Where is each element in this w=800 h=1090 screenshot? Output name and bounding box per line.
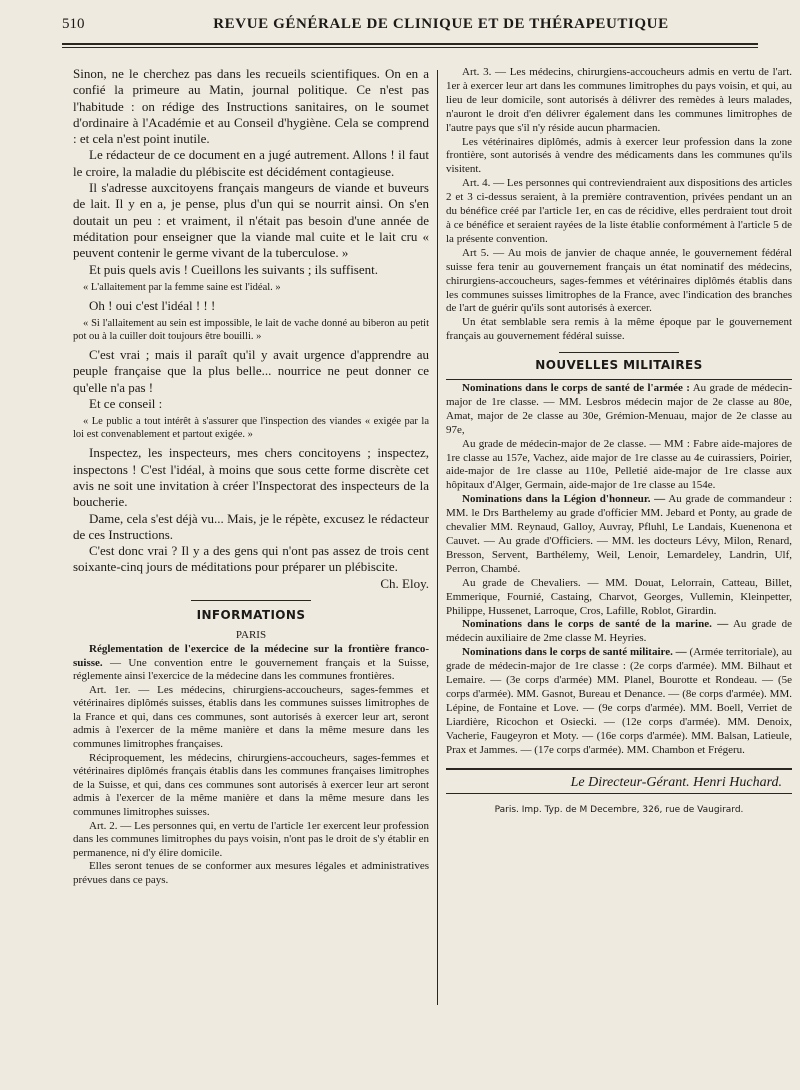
- subheading-paris: PARIS: [235, 629, 267, 642]
- nomination-navy: [446, 618, 792, 646]
- article-2: Art. 2. — Les personnes qui, en vertu de l'article 1er exercent leur profession dans les communes limitrophes du pays voisin, n'ont pas le droit de s'y établir en permanence, ni d'y élire domicile.: [73, 819, 429, 859]
- page-header: [62, 16, 758, 42]
- left-column: [73, 66, 429, 888]
- article-text: — Une convention entre le gouvernement français et la Suisse, réglemente ainsi l'exercice de la médecine dans les communes frontières.: [73, 656, 429, 683]
- printer-imprint: Paris. Imp. Typ. de M Decembre, 326, rue de Vaugirard.: [494, 805, 744, 816]
- page-number: 510: [62, 16, 85, 32]
- quotation: « L'allaitement par la femme saine est l'idéal. »: [83, 281, 281, 293]
- paragraph: Dame, cela s'est déjà vu... Mais, je le répète, excusez le rédacteur de ces Instructions.: [73, 510, 429, 542]
- section-divider: [559, 352, 679, 353]
- nomination-title: Nominations dans la Légion d'honneur. —: [462, 493, 666, 506]
- paragraph: Le rédacteur de ce document en a jugé autrement. Allons ! il faut le croire, la maladie du plébiscite est décidément contagieuse.: [73, 147, 429, 179]
- nomination-title: Nominations dans le corps de santé militaire. —: [462, 646, 687, 659]
- nomination-text: Au grade de commandeur : MM. le Drs Barthelemy au grade d'officier MM. Jebard et Ponty, au grade de chevalier MM. Reynaud, Galloy, Auvray, Pfluhl, Le Landais, Kuenenona et Cauvet. — Au grade d'Officiers. — MM. les docteurs Lévy, Milon, Renard, Bresson, Servent, Barthélemy, Weil, Lenoir, Lemardeley, Landrin, Ulf, Perron, Chambé.: [446, 493, 792, 575]
- paragraph: Sinon, ne le cherchez pas dans les recueils scientifiques. On en a confié la primeure au Matin, journal politique. Ce n'est pas l'habitude : on rédige des Instructions sanitaires, on le soumet d'ordinaire à l'Académie et au Conseil d'hygiène. Cela se comprend : et cela n'est point inutile.: [73, 66, 429, 147]
- article-1: Art. 1er. — Les médecins, chirurgiens-accoucheurs, sages-femmes et vétérinaires diplômés suisses, établis dans les communes suisses limitrophes de la France et qui, dans ces communes, sont autorisés à exercer leur art, seront admis à l'exercer de la même manière et dans la même mesure dans les communes limitrophes françaises.: [73, 683, 429, 751]
- nomination-army-2: Au grade de médecin-major de 2e classe. — MM : Fabre aide-majores de 1re classe au 157e, Vachez, aide major de 1re classe au 4e cuirassiers, Poirier, aide-major de 1re classe au 110e, Pelletié aide-major de 1re classe aux hôpitaux d'Alger, Germain, aide-major de 1re classe au 154e.: [446, 437, 792, 492]
- right-column: [446, 66, 792, 818]
- article-regulation: [73, 643, 429, 684]
- section-heading-informations: INFORMATIONS: [196, 608, 306, 623]
- article-title: Réglementation de l'exercice de la médecine sur la frontière franco-suisse.: [73, 642, 429, 669]
- header-rule-thin: [62, 47, 758, 48]
- paragraph: Inspectez, les inspecteurs, mes chers concitoyens ; inspectez, inspectons ! C'est l'idéal, à moins que sous cette forme discrète cet avis ne soit une invitation à créer l'Inspectorat des inspecteurs de la boucherie.: [73, 445, 429, 510]
- nomination-army: [446, 382, 792, 438]
- paragraph: C'est vrai ; mais il paraît qu'il y avait urgence d'apprendre au peuple française que la plus belle... nourrice ne peut donner ce qu'elle n'a pas !: [73, 347, 429, 395]
- nomination-title: Nominations dans le corps de santé de la marine. —: [462, 618, 729, 631]
- imprint-rule: [446, 793, 792, 794]
- article-3: Art. 3. — Les médecins, chirurgiens-accoucheurs admis en vertu de l'art. 1er à exercer leur art dans les communes limitrophes du pays voisin, et qui, au lieu de leur domicile, sont autorisés à délivrer des remèdes à leurs malades, n'auront le droit d'en délivrer également dans les communes limitrophes de l'autre pays que s'il n'y réside aucun pharmacien.: [446, 66, 792, 134]
- nomination-military: [446, 646, 792, 757]
- nomination-text: Au grade de médecin auxiliaire de 2me classe M. Heyries.: [446, 618, 792, 645]
- nomination-title: Nominations dans le corps de santé de l'armée :: [462, 382, 690, 395]
- paragraph: Un état semblable sera remis à la même époque par le gouvernement français au gouvernement fédéral suisse.: [446, 316, 792, 343]
- director-signature: Le Directeur-Gérant. Henri Huchard.: [570, 774, 782, 790]
- paragraph: Réciproquement, les médecins, chirurgiens-accoucheurs, sages-femmes et vétérinaires diplômés français établis dans les communes françaises limitrophes de la Suisse, et qui, dans ces communes sont autorisés à exercer leur art seront admis à l'exercer de la même manière et dans la même mesure dans les communes limitrophes suisses.: [73, 751, 429, 819]
- section-heading-nouvelles-militaires: NOUVELLES MILITAIRES: [535, 358, 703, 373]
- nomination-legion: [446, 493, 792, 576]
- article-4: Art. 4. — Les personnes qui contreviendraient aux dispositions des articles 2 et 3 ci-dessus seraient, à la première contravention, privées pendant un an du bénéfice créé par l'article 1er, en cas de récidive, elles perdraient tout droit à ce bénéfice et seraient rayées de la liste établie conformément à l'article 5 de la présente convention.: [446, 177, 792, 245]
- paragraph: Et puis quels avis ! Cueillons les suivants ; ils suffisent.: [89, 261, 379, 277]
- paragraph: Elles seront tenues de se conformer aux mesures légales et administratives prévues dans ce pays.: [73, 860, 429, 886]
- column-divider: [437, 70, 438, 1005]
- journal-title: REVUE GÉNÉRALE DE CLINIQUE ET DE THÉRAPEUTIQUE: [213, 16, 669, 32]
- paragraph: Il s'adresse auxcitoyens français mangeurs de viande et buveurs de lait. Il y en a, je pense, plus d'un qui se nourrit ainsi. On s'en doutait un peu : et vraiment, il n'était pas besoin d'une année de méditation pour enseigner que la viande mal cuite et le lait cru « peuvent contenir le germe vivant de la tuberculose. »: [73, 180, 429, 261]
- quotation: « Si l'allaitement au sein est impossible, le lait de vache donné au biberon au petit pot ou à la cuiller doit toujours être bouilli. »: [73, 318, 429, 343]
- heading-rule: [446, 379, 792, 380]
- nomination-text: Au grade de médecin-major de 1re classe. — MM. Lesbros médecin major de 2e classe au 80e, Amat, major de 2e classe au 30e, Grémion-Menuau, major de 2e classe au 97e,: [446, 382, 792, 436]
- paragraph: C'est donc vrai ? Il y a des gens qui n'ont pas assez de trois cent soixante-cinq jours de méditations pour préparer un plébiscite.: [73, 543, 429, 575]
- paragraph: Et ce conseil :: [89, 396, 163, 412]
- section-divider: [191, 600, 311, 601]
- nomination-text: (Armée territoriale), au grade de médecin-major de 1re classe : (2e corps d'armée). MM. Bilhaut et Lemaire. — (3e corps d'armée) MM. Planel, Bourotte et Rondeau. — (5e corps d'armée). MM. Gasnot, Bureau et Denance. — (8e corps d'armée). MM. Lépine, de Fontaine et Love. — (9e corps d'armée). MM. Boell, Verriet de Liardière, Ricochon et Osiecki. — (12e corps d'armée). MM. Denoix, Vacherie, Faugeyron et Moty. — (16e corps d'armée). MM. Balsan, Latieule, Prax et Jammes. — (17e corps d'armée). MM. Chambon et Frégeru.: [446, 646, 793, 756]
- quotation: « Le public a tout intérêt à s'assurer que l'inspection des viandes « exigée par la loi est convenablement et partout exigée. »: [73, 416, 429, 441]
- author-signature: Ch. Eloy.: [380, 575, 429, 591]
- article-5: Art 5. — Au mois de janvier de chaque année, le gouvernement fédéral suisse fera tenir au gouvernement français un état nominatif des médecins, chirurgiens-accoucheurs, sages-femmes et vétérinaires diplômés établis dans les communes suisses limitrophes de la France, avec l'indication des branches de l'art de guérir qu'ils sont autorisés à exercer.: [446, 246, 792, 315]
- nomination-legion-2: Au grade de Chevaliers. — MM. Douat, Lelorrain, Catteau, Billet, Emmerique, Fournié, Castaing, Charvot, Georges, Vullemin, Kleinpetter, Philippe, Hussenet, Larroque, Cros, Lafille, Roblot, Girardin.: [446, 576, 792, 617]
- header-rule: [62, 43, 758, 45]
- paragraph: Oh ! oui c'est l'idéal ! ! !: [89, 297, 216, 313]
- paragraph: Les vétérinaires diplômés, admis à exercer leur profession dans la zone frontière, sont autorisés à vendre des médicaments dans les communes qu'ils visitent.: [446, 135, 792, 176]
- end-rule: [446, 768, 792, 770]
